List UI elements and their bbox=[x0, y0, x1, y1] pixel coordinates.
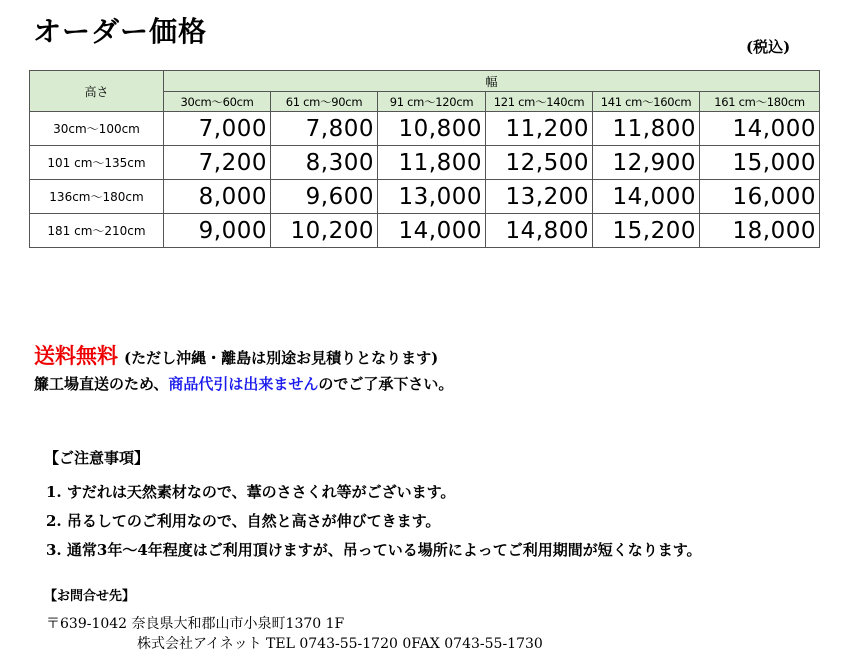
price-cell: 8,000 bbox=[164, 180, 271, 214]
price-cell: 11,800 bbox=[378, 146, 486, 180]
price-cell: 11,800 bbox=[593, 112, 700, 146]
table-row bbox=[30, 146, 820, 180]
price-cell: 7,200 bbox=[164, 146, 271, 180]
height-range: 181 cm〜210cm bbox=[30, 214, 164, 248]
list-item: 2. 吊るしてのご利用なので、自然と高さが伸びてきます。 bbox=[46, 512, 441, 530]
width-range: 141 cm〜160cm bbox=[593, 92, 700, 112]
price-cell: 10,800 bbox=[378, 112, 486, 146]
price-cell: 13,000 bbox=[378, 180, 486, 214]
price-cell: 9,000 bbox=[164, 214, 271, 248]
list-item: 1. すだれは天然素材なので、葦のささくれ等がございます。 bbox=[46, 483, 456, 501]
price-cell: 13,200 bbox=[486, 180, 593, 214]
shipping-notice bbox=[34, 373, 453, 394]
price-cell: 9,600 bbox=[271, 180, 378, 214]
price-cell: 12,500 bbox=[486, 146, 593, 180]
table-row bbox=[30, 214, 820, 248]
price-cell: 16,000 bbox=[700, 180, 820, 214]
width-range: 161 cm〜180cm bbox=[700, 92, 820, 112]
cautions-list bbox=[46, 481, 702, 568]
width-range: 30cm〜60cm bbox=[164, 92, 271, 112]
width-header: 幅 bbox=[164, 71, 820, 92]
price-cell: 10,200 bbox=[271, 214, 378, 248]
price-cell: 14,800 bbox=[486, 214, 593, 248]
table-row bbox=[30, 180, 820, 214]
cod-unavailable: 商品代引は出来ません bbox=[168, 375, 319, 393]
shipping-prefix: 簾工場直送のため、 bbox=[34, 375, 169, 393]
free-shipping bbox=[34, 340, 438, 370]
price-cell: 15,000 bbox=[700, 146, 820, 180]
price-cell: 11,200 bbox=[486, 112, 593, 146]
height-range: 101 cm〜135cm bbox=[30, 146, 164, 180]
shipping-suffix: のでご了承下さい。 bbox=[318, 375, 454, 393]
tax-note: (税込) bbox=[746, 38, 791, 56]
price-cell: 7,000 bbox=[164, 112, 271, 146]
price-cell: 12,900 bbox=[593, 146, 700, 180]
table-row bbox=[30, 112, 820, 146]
price-cell: 14,000 bbox=[700, 112, 820, 146]
width-range: 61 cm〜90cm bbox=[271, 92, 378, 112]
contact-company: 株式会社アイネット TEL 0743-55-1720 0FAX 0743-55-1730 bbox=[137, 636, 543, 652]
contact-heading: 【お問合せ先】 bbox=[44, 589, 136, 604]
free-shipping-label: 送料無料 bbox=[34, 343, 118, 368]
contact-address: 〒639-1042 奈良県大和郡山市小泉町1370 1F bbox=[46, 616, 345, 632]
price-cell: 18,000 bbox=[700, 214, 820, 248]
price-cell: 15,200 bbox=[593, 214, 700, 248]
list-item: 3. 通常3年〜4年程度はご利用頂けますが、吊っている場所によってご利用期間が短くなります。 bbox=[46, 541, 702, 559]
price-cell: 14,000 bbox=[593, 180, 700, 214]
free-shipping-note: (ただし沖縄・離島は別途お見積りとなります) bbox=[124, 349, 439, 367]
width-range: 91 cm〜120cm bbox=[378, 92, 486, 112]
width-range: 121 cm〜140cm bbox=[486, 92, 593, 112]
price-cell: 7,800 bbox=[271, 112, 378, 146]
price-cell: 8,300 bbox=[271, 146, 378, 180]
price-table bbox=[29, 70, 820, 248]
height-range: 30cm〜100cm bbox=[30, 112, 164, 146]
page-title: オーダー価格 bbox=[33, 15, 208, 48]
height-header: 高さ bbox=[30, 71, 164, 112]
height-range: 136cm〜180cm bbox=[30, 180, 164, 214]
cautions-heading: 【ご注意事項】 bbox=[44, 449, 150, 467]
price-cell: 14,000 bbox=[378, 214, 486, 248]
